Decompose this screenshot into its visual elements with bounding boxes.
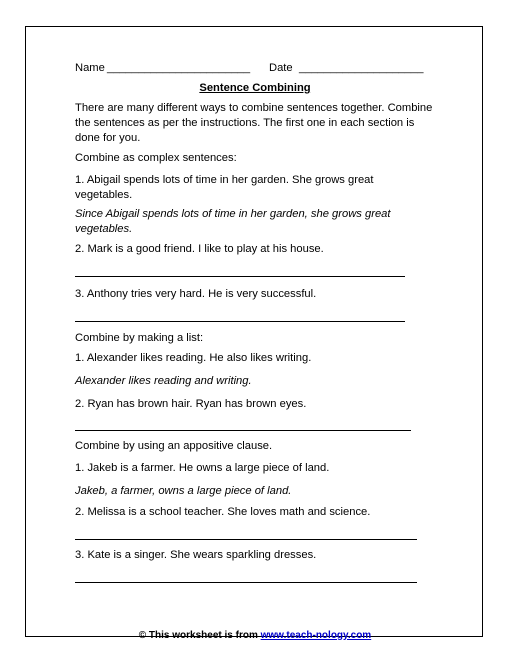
exercise-sentence: 2. Ryan has brown hair. Ryan has brown eyes. (75, 398, 307, 410)
example-sentence: 1. Jakeb is a farmer. He owns a large piece of land. (75, 462, 330, 474)
date-blank[interactable]: ____________________ (299, 62, 424, 74)
example-sentence: 1. Alexander likes reading. He also likes writing. (75, 352, 312, 364)
date-label: Date (269, 62, 293, 74)
exercise-sentence: 3. Anthony tries very hard. He is very successful. (75, 288, 317, 300)
example-answer: Jakeb, a farmer, owns a large piece of land. (75, 485, 292, 497)
example-answer: Since Abigail spends lots of time in her garden, she grows great vegetables. (75, 208, 391, 235)
name-label: Name (75, 62, 105, 74)
section-heading: Combine by making a list: (75, 332, 204, 344)
exercise-sentence: 3. Kate is a singer. She wears sparkling dresses. (75, 549, 317, 561)
exercise-sentence: 2. Melissa is a school teacher. She loves math and science. (75, 506, 371, 518)
section-heading: Combine as complex sentences: (75, 152, 237, 164)
answer-line[interactable] (75, 582, 417, 583)
intro-text: There are many different ways to combine sentences together. Combine the sentences as per the instructions. The first one in each section is done for you. (75, 102, 433, 144)
answer-line[interactable] (75, 430, 411, 431)
page-title: Sentence Combining (199, 82, 311, 94)
footer-prefix: © This worksheet is from (138, 630, 261, 641)
name-blank[interactable]: _______________________ (107, 62, 251, 74)
example-answer: Alexander likes reading and writing. (75, 375, 252, 387)
teach-nology-link[interactable]: www.teach-nology.com (260, 630, 372, 641)
answer-line[interactable] (75, 539, 417, 540)
copyright-footer (0, 629, 510, 642)
example-sentence: 1. Abigail spends lots of time in her garden. She grows great vegetables. (75, 174, 374, 201)
exercise-sentence: 2. Mark is a good friend. I like to play at his house. (75, 243, 324, 255)
answer-line[interactable] (75, 321, 405, 322)
section-heading: Combine by using an appositive clause. (75, 440, 273, 452)
answer-line[interactable] (75, 276, 405, 277)
